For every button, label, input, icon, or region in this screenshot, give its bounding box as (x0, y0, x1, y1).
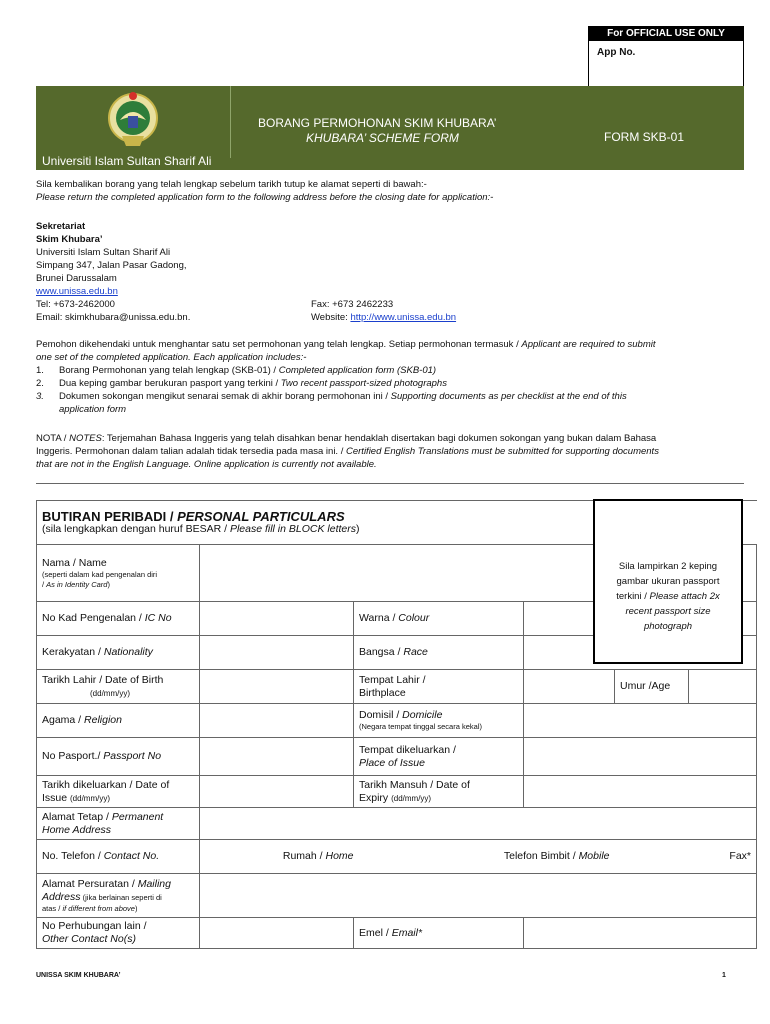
address-fax: Fax: +673 2462233 (311, 299, 394, 310)
notes-line-2: Inggeris. Permohonan dalam talian adalah tidak tersedia pada masa ini. / Certified English Translations must be submitted for supporting documents (36, 446, 659, 457)
home-phone-label: Rumah / Home (200, 840, 354, 874)
return-text-malay: Sila kembalikan borang yang telah lengkap sebelum tarikh tutup ke alamat seperti di bawah:- (36, 179, 427, 190)
secretariat-address (36, 220, 190, 324)
list-item-cont: application form (59, 404, 127, 415)
section-heading: BUTIRAN PERIBADI / PERSONAL PARTICULARS (42, 508, 345, 524)
email-input[interactable] (524, 918, 757, 949)
dob-input[interactable] (200, 670, 354, 704)
dob-label: Tarikh Lahir / Date of Birth (dd/mm/yy) (37, 670, 200, 704)
passport-input[interactable] (200, 738, 354, 776)
ic-input[interactable] (200, 602, 354, 636)
email-label: Emel / Email* (354, 918, 524, 949)
banner-divider (230, 86, 231, 158)
mailing-address-input[interactable] (200, 874, 757, 918)
photo-attachment-box (593, 499, 743, 664)
notes-block (36, 432, 744, 471)
section-divider (36, 483, 744, 484)
requirements-intro-cont (36, 351, 744, 364)
official-use-box (588, 26, 744, 88)
address-website (311, 311, 456, 324)
religion-label: Agama / Religion (37, 704, 200, 738)
domicile-label: Domisil / Domicile (Negara tempat tinggal secara kekal) (354, 704, 524, 738)
name-note-2: / As in Identity Card) (42, 579, 110, 589)
photo-note-5: photograph (643, 621, 693, 632)
permanent-address-label: Alamat Tetap / Permanent Home Address (37, 808, 200, 840)
address-line-3: Universiti Islam Sultan Sharif Ali (36, 247, 171, 258)
form-title-malay: BORANG PERMOHONAN SKIM KHUBARA’ (258, 116, 497, 130)
other-contact-label: No Perhubungan lain / Other Contact No(s) (37, 918, 200, 949)
age-input[interactable] (689, 670, 757, 704)
photo-note-3: terkini / Please attach 2x (616, 591, 720, 602)
notes-line-1: NOTA / NOTES: Terjemahan Bahasa Inggeris yang telah disahkan benar hendaklah disertakan bagi dokumen sokongan yang bukan dalam Bahasa (36, 433, 657, 444)
place-of-issue-input[interactable] (524, 738, 757, 776)
form-banner (36, 86, 744, 170)
passport-label: No Pasport./ Passport No (37, 738, 200, 776)
ic-label: No Kad Pengenalan / IC No (37, 602, 200, 636)
mailing-address-label: Alamat Persuratan / Mailing Address (jika berlainan seperti di atas / if different from above) (37, 874, 200, 918)
form-title-english: KHUBARA’ SCHEME FORM (306, 131, 459, 145)
application-requirements (36, 338, 744, 416)
place-of-issue-label: Tempat dikeluarkan / Place of Issue (354, 738, 524, 776)
address-line-1: Sekretariat (36, 221, 86, 232)
return-text-english: Please return the completed application form to the following address before the closing date for application:- (36, 192, 494, 203)
issue-date-label: Tarikh dikeluarkan / Date of Issue (dd/mm/yy) (37, 776, 200, 808)
app-no-label: App No. (597, 47, 636, 58)
intro-malay: Pemohon dikehendaki untuk menghantar satu set permohonan yang telah lengkap. Setiap permohonan termasuk / (36, 339, 522, 350)
name-label: Nama / Name (42, 556, 107, 569)
photo-note-4: recent passport size (625, 606, 711, 617)
list-item: 3. Dokumen sokongan mengikut senarai semak di akhir borang permohonan ini / Supporting documents as per checklist at the end of this (36, 391, 627, 402)
colour-label: Warna / Colour (354, 602, 524, 636)
university-crest-icon (108, 90, 158, 150)
domicile-input[interactable] (524, 704, 757, 738)
fax-label: Fax* (615, 840, 757, 874)
photo-note-1: Sila lampirkan 2 keping (618, 561, 718, 572)
address-tel: Tel: +673-2462000 (36, 299, 115, 310)
notes-line-3: that are not in the English Language. Online application is currently not available. (36, 459, 377, 470)
permanent-address-input[interactable] (200, 808, 757, 840)
list-item: 2. Dua keping gambar berukuran pasport yang terkini / Two recent passport-sized photographs (36, 378, 447, 389)
website-link[interactable]: http://www.unissa.edu.bn (350, 312, 457, 323)
issue-date-input[interactable] (200, 776, 354, 808)
form-number: FORM SKB-01 (604, 130, 685, 144)
address-line-2: Skim Khubara’ (36, 234, 103, 245)
page-number: 1 (722, 972, 726, 979)
address-email: Email: skimkhubara@unissa.edu.bn. (36, 312, 191, 323)
footer-label: UNISSA SKIM KHUBARA’ (36, 972, 121, 979)
address-line-4: Simpang 347, Jalan Pasar Gadong, (36, 260, 187, 271)
name-note-1: (seperti dalam kad pengenalan diri (42, 569, 158, 579)
mobile-phone-label: Telefon Bimbit / Mobile (354, 840, 615, 874)
other-contact-input[interactable] (200, 918, 354, 949)
official-use-header: For OFFICIAL USE ONLY (589, 27, 743, 41)
return-instructions (36, 178, 493, 204)
contact-no-label: No. Telefon / Contact No. (37, 840, 200, 874)
requirements-intro (36, 338, 744, 351)
age-label: Umur /Age (615, 670, 689, 704)
expiry-date-label: Tarikh Mansuh / Date of Expiry (dd/mm/yy) (354, 776, 524, 808)
list-item: 1. Borang Permohonan yang telah lengkap (SKB-01) / Completed application form (SKB-01) (36, 365, 437, 376)
expiry-date-input[interactable] (524, 776, 757, 808)
address-web-link[interactable]: www.unissa.edu.bn (36, 286, 118, 297)
intro-english-b: one set of the completed application. Each application includes:- (36, 352, 307, 363)
name-label-cell (37, 545, 200, 602)
section-subheading: (sila lengkapkan dengan huruf BESAR / Please fill in BLOCK letters) (42, 522, 360, 535)
address-line-5: Brunei Darussalam (36, 273, 117, 284)
nationality-input[interactable] (200, 636, 354, 670)
website-label: Website: (311, 312, 351, 323)
birthplace-label: Tempat Lahir / Birthplace (354, 670, 524, 704)
intro-english-a: Applicant are required to submit (521, 339, 656, 350)
race-label: Bangsa / Race (354, 636, 524, 670)
birthplace-input[interactable] (524, 670, 615, 704)
religion-input[interactable] (200, 704, 354, 738)
photo-note-2: gambar ukuran passport (616, 576, 720, 587)
nationality-label: Kerakyatan / Nationality (37, 636, 200, 670)
university-name: Universiti Islam Sultan Sharif Ali (42, 154, 212, 168)
